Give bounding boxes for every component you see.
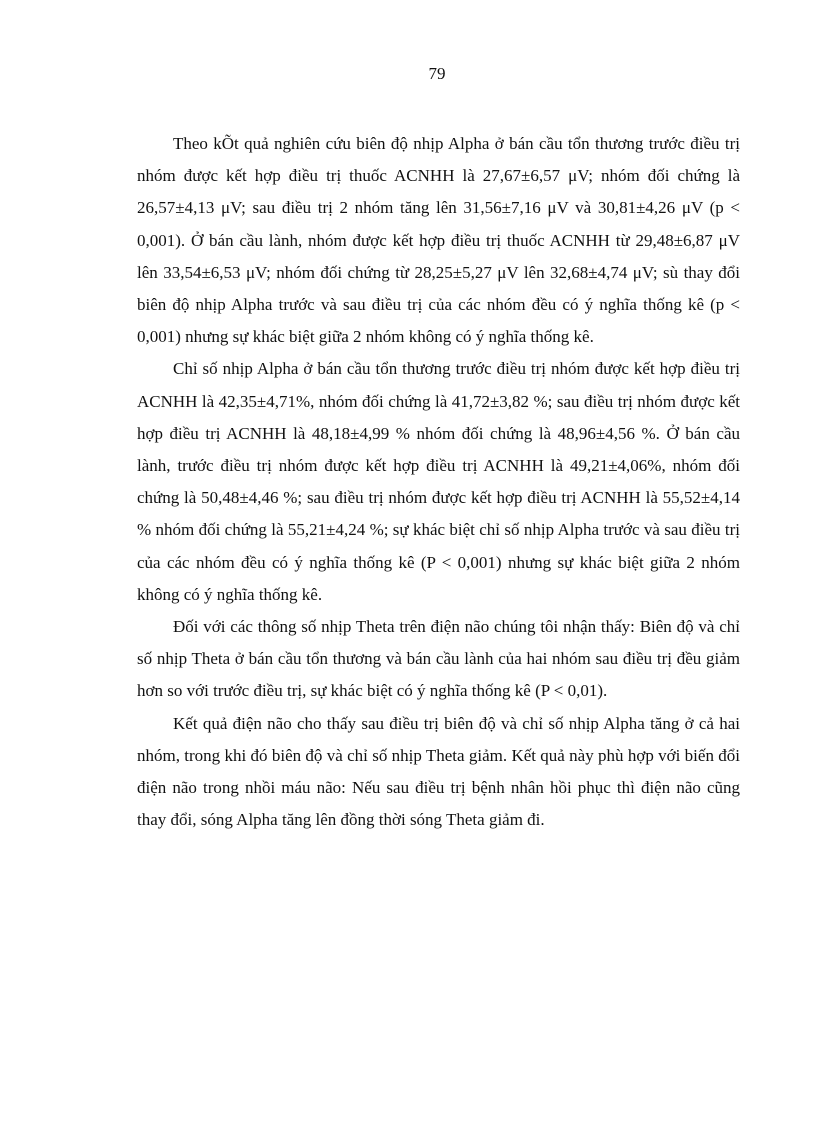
page-number: 79	[428, 64, 446, 83]
paragraph-conclusion: Kết quả điện não cho thấy sau điều trị biên độ và chỉ số nhịp Alpha tăng ở cả hai nhóm, trong khi đó biên độ và chỉ số nhịp Theta giảm. Kết quả này phù hợp với biến đổi điện não trong nhồi máu não: Nếu sau điều trị bệnh nhân hồi phục thì điện não cũng thay đổi, sóng Alpha tăng lên đồng thời sóng Theta giảm đi.	[137, 713, 740, 830]
body-text	[137, 128, 740, 836]
paragraph-theta: Đối với các thông số nhịp Theta trên điện não chúng tôi nhận thấy: Biên độ và chỉ số nhịp Theta ở bán cầu tổn thương và bán cầu lành của hai nhóm sau điều trị đều giảm hơn so với trước điều trị, sự khác biệt có ý nghĩa thống kê (P < 0,01).	[137, 617, 740, 701]
paragraph-alpha-index: Chỉ số nhịp Alpha ở bán cầu tổn thương trước điều trị nhóm được kết hợp điều trị ACNHH là 42,35±4,71%, nhóm đối chứng là 41,72±3,82 %; sau điều trị nhóm được kết hợp điều trị ACNHH là 48,18±4,99 % nhóm đối chứng là 48,96±4,56 %. Ở bán cầu lành, trước điều trị nhóm được kết hợp điều trị ACNHH là 49,21±4,06%, nhóm đối chứng là 50,48±4,46 %; sau điều trị nhóm được kết hợp điều trị ACNHH là 55,52±4,14 % nhóm đối chứng là 55,21±4,24 %; sự khác biệt chỉ số nhịp Alpha trước và sau điều trị của các nhóm đều có ý nghĩa thống kê (P < 0,001) nhưng sự khác biệt giữa 2 nhóm không có ý nghĩa thống kê.	[137, 359, 740, 604]
paragraph-alpha-amplitude: Theo kÕt quả nghiên cứu biên độ nhịp Alpha ở bán cầu tổn thương trước điều trị nhóm được kết hợp điều trị thuốc ACNHH là 27,67±6,57 μV; nhóm đối chứng là 26,57±4,13 μV; sau điều trị 2 nhóm tăng lên 31,56±7,16 μV và 30,81±4,26 μV (p < 0,001). Ở bán cầu lành, nhóm được kết hợp điều trị thuốc ACNHH từ 29,48±6,87 μV lên 33,54±6,53 μV; nhóm đối chứng từ 28,25±5,27 μV lên 32,68±4,74 μV; sù thay đổi biên độ nhịp Alpha trước và sau điều trị của các nhóm đều có ý nghĩa thống kê (p < 0,001) nhưng sự khác biệt giữa 2 nhóm không có ý nghĩa thống kê.	[137, 134, 740, 347]
